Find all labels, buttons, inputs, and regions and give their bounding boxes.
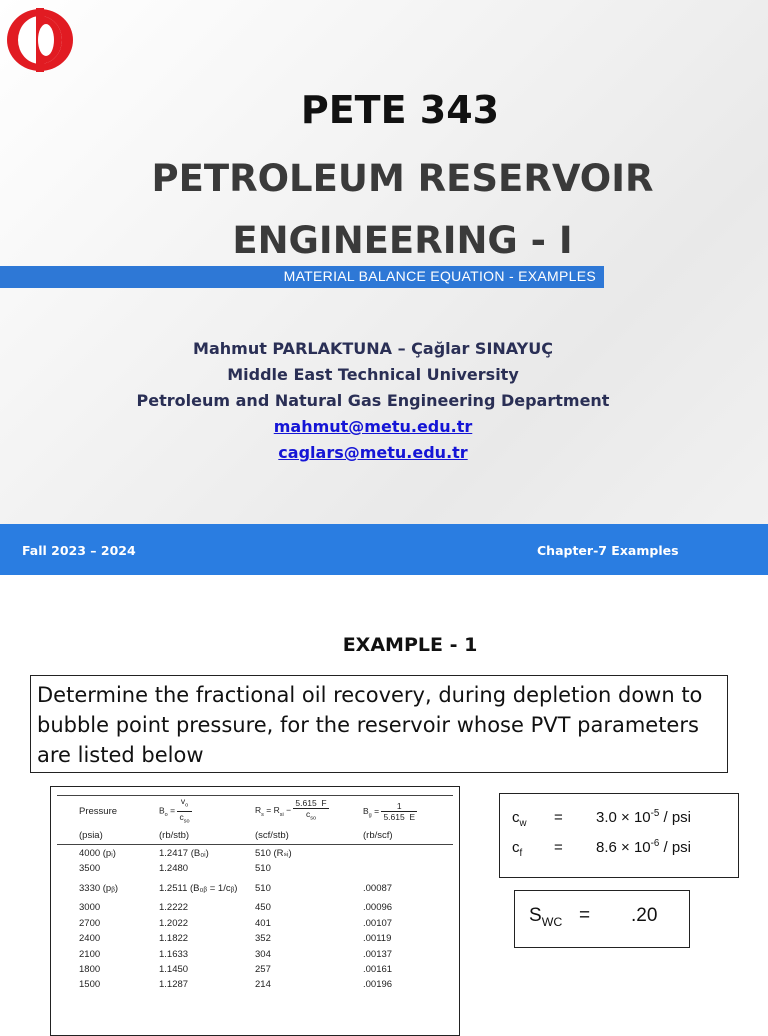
university-name: Middle East Technical University	[227, 365, 519, 384]
footer-term: Fall 2023 – 2024	[22, 543, 136, 558]
course-title-line1: PETROLEUM RESERVOIR	[151, 157, 654, 200]
cell-bo: 1.2511 (B₀ᵦ = 1/cᵦ)	[159, 882, 238, 894]
cell-pressure: 4000 (pᵢ)	[79, 847, 116, 859]
cell-bo: 1.2417 (B₀ᵢ)	[159, 847, 209, 859]
question-text: Determine the fractional oil recovery, during depletion down to bubble point pressure, for the reservoir whose PVT parameters are listed below	[37, 683, 703, 767]
table-header-row	[57, 796, 453, 827]
table-row	[57, 900, 453, 915]
table-units-row	[57, 826, 453, 845]
cell-bo: 1.1287	[159, 979, 189, 991]
header-rs: $R_s = R_{si}$ − $\frac{5.615 F}{c_{so}}$	[255, 796, 363, 827]
unit-bg: (rb/scf)	[363, 826, 453, 845]
cell-bg: .00096	[363, 902, 393, 914]
cell-rs: 401	[255, 917, 271, 929]
cell-pressure: 2100	[79, 948, 101, 960]
cell-bg	[363, 845, 453, 861]
table-row	[57, 916, 453, 931]
cell-bg: .00196	[363, 979, 393, 991]
table-row	[57, 946, 453, 961]
cell-bg: .00119	[363, 933, 392, 945]
table-row	[57, 876, 453, 900]
course-title-line2: ENGINEERING - I	[232, 219, 573, 262]
swc-eq: =	[579, 905, 591, 926]
pvt-table	[57, 795, 453, 993]
cell-rs: 510	[255, 862, 271, 874]
table-row	[57, 845, 453, 861]
cell-rs: 214	[255, 979, 271, 991]
cell-rs: 510	[255, 882, 271, 894]
cell-bo: 1.2480	[159, 862, 189, 874]
param-cw: $c_w = 3.0 \times 10^{-5}$ / psi	[512, 808, 691, 829]
swc-value: .20	[631, 905, 658, 926]
example-slide	[0, 588, 768, 1024]
slide-separator	[0, 576, 768, 588]
swc-symbol: $S_{WC}$	[529, 905, 563, 929]
table-row	[57, 962, 453, 977]
email-link-2[interactable]: caglars@metu.edu.tr	[278, 443, 468, 462]
course-title	[0, 148, 768, 272]
cell-bg: .00161	[363, 963, 393, 975]
table-row	[57, 861, 453, 876]
unit-rs: (scf/stb)	[255, 826, 363, 845]
cell-bo: 1.1822	[159, 933, 189, 945]
swc-box	[514, 890, 690, 948]
pvt-table-box	[50, 786, 460, 1036]
cell-pressure: 3500	[79, 862, 101, 874]
cell-bo: 1.2222	[159, 902, 189, 914]
cell-pressure: 1500	[79, 979, 101, 991]
table-row	[57, 977, 453, 992]
unit-pressure: (psia)	[57, 826, 159, 845]
subtitle-banner	[0, 266, 604, 288]
cell-bo: 1.2022	[159, 917, 189, 929]
cell-pressure: 3000	[79, 902, 101, 914]
cell-bg: .00137	[363, 948, 393, 960]
example-title: EXAMPLE - 1	[342, 634, 478, 656]
cell-rs: 304	[255, 948, 271, 960]
author-block	[0, 336, 746, 466]
authors-names: Mahmut PARLAKTUNA – Çağlar SINAYUÇ	[193, 339, 553, 358]
table-row	[57, 931, 453, 946]
footer-bar	[0, 524, 768, 575]
cell-rs: 257	[255, 963, 271, 975]
cell-bo: 1.1450	[159, 963, 189, 975]
subtitle-text: MATERIAL BALANCE EQUATION - EXAMPLES	[283, 268, 596, 284]
cell-pressure: 2700	[79, 917, 101, 929]
question-box	[30, 675, 728, 773]
cell-rs: 450	[255, 902, 271, 914]
param-cf: $c_f = 8.6 \times 10^{-6}$ / psi	[512, 838, 691, 859]
metu-logo-icon	[6, 8, 74, 72]
course-code: PETE 343	[300, 88, 500, 132]
cell-bo: 1.1633	[159, 948, 189, 960]
unit-bo: (rb/stb)	[159, 826, 255, 845]
cell-rs: 352	[255, 933, 271, 945]
email-link-1[interactable]: mahmut@metu.edu.tr	[273, 417, 473, 436]
department-name: Petroleum and Natural Gas Engineering Department	[136, 391, 610, 410]
cell-pressure: 3330 (pᵦ)	[79, 882, 119, 894]
cell-rs: 510 (Rₛᵢ)	[255, 847, 292, 859]
cell-bg	[363, 861, 453, 876]
cell-pressure: 1800	[79, 963, 101, 975]
header-bg: $B_g$ = $\frac{1}{5.615 E}$	[363, 796, 453, 827]
cell-bg: .00107	[363, 917, 393, 929]
header-bo: $B_o$ = $\frac{v_o}{c_{so}}$	[159, 796, 255, 827]
compressibility-box	[499, 793, 739, 878]
cell-pressure: 2400	[79, 933, 101, 945]
footer-chapter: Chapter-7 Examples	[537, 543, 679, 558]
header-pressure: Pressure	[57, 796, 159, 827]
cell-bg: .00087	[363, 882, 393, 894]
